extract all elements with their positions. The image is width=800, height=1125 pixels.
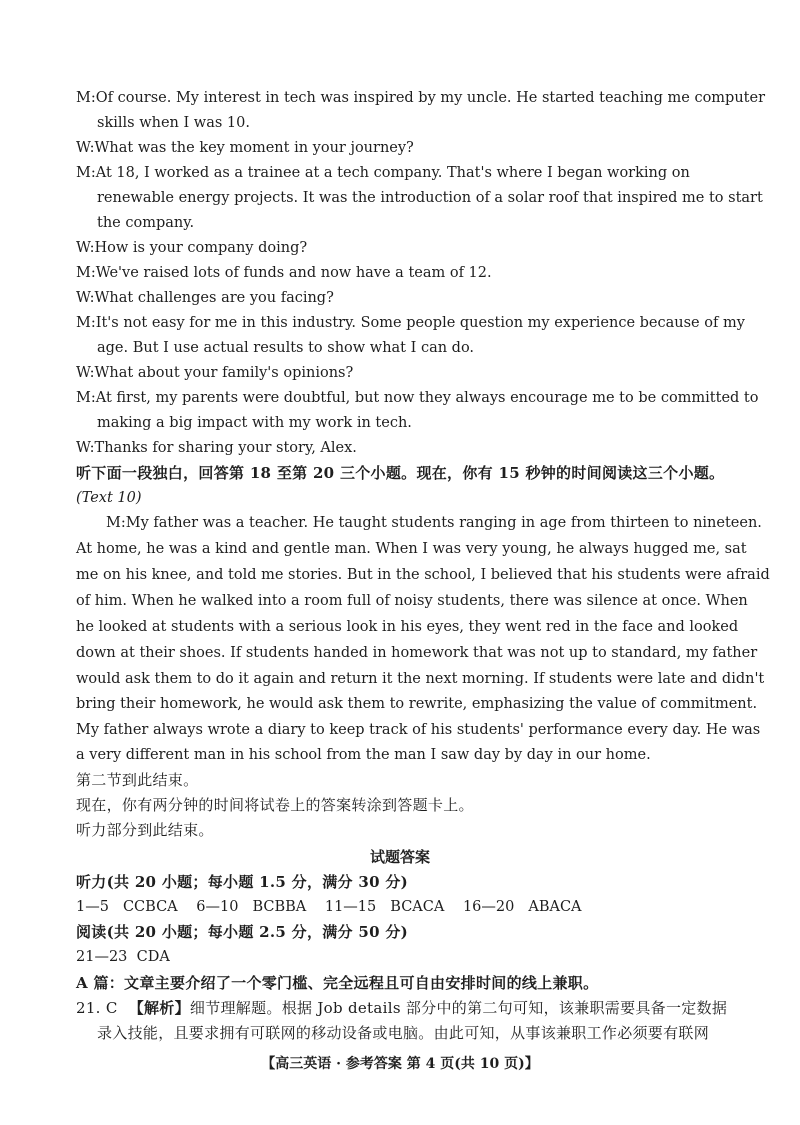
dialogue-line: M:At 18, I worked as a trainee at a tech company. That's where I began working on xyxy=(76,165,690,181)
question-21-explanation xyxy=(76,999,727,1017)
dialogue-line: W:What about your family's opinions? xyxy=(76,365,354,381)
monologue-line: he looked at students with a serious look in his eyes, they went red in the face and looked xyxy=(76,619,739,635)
answer-letters: BCACA xyxy=(390,899,445,915)
dialogue-line: W:Thanks for sharing your story, Alex. xyxy=(76,440,357,456)
answers-title: 试题答案 xyxy=(369,848,430,866)
answer-range: 1—5 xyxy=(76,899,109,915)
monologue-line: My father always wrote a diary to keep track of his students' performance every day. He was xyxy=(76,722,761,738)
dialogue-line: M:Of course. My interest in tech was inspired by my uncle. He started teaching me computer xyxy=(76,90,766,106)
dialogue-line: age. But I use actual results to show what I can do. xyxy=(97,340,475,356)
section-instruction: 听下面一段独白，回答第 18 至第 20 三个小题。现在，你有 15 秒钟的时间阅读这三个小题。 xyxy=(76,464,725,482)
monologue-line: me on his knee, and told me stories. But in the school, I believed that his students were afraid xyxy=(76,567,770,583)
passage-a-summary: A 篇：文章主要介绍了一个零门槛、完全远程且可自由安排时间的线上兼职。 xyxy=(76,974,599,992)
closing-line: 听力部分到此结束。 xyxy=(76,821,214,839)
dialogue-line: M:We've raised lots of funds and now have a team of 12. xyxy=(76,265,492,281)
monologue-line: a very different man in his school from the man I saw day by day in our home. xyxy=(76,747,651,763)
dialogue-line: W:How is your company doing? xyxy=(76,240,308,256)
closing-line: 第二节到此结束。 xyxy=(76,771,199,789)
answer-range: 11—15 xyxy=(324,899,377,915)
answer-range: 6—10 xyxy=(196,899,239,915)
monologue-line: At home, he was a kind and gentle man. When I was very young, he always hugged me, sat xyxy=(76,541,747,557)
reading-answers: 21—23 CDA xyxy=(76,949,170,965)
answer-letters: CCBCA xyxy=(122,899,178,915)
monologue-line: M:My father was a teacher. He taught students ranging in age from thirteen to nineteen. xyxy=(106,515,762,531)
answer-letters: ABACA xyxy=(528,899,582,915)
listening-answers xyxy=(76,898,596,916)
dialogue-line: M:At first, my parents were doubtful, but now they always encourage me to be committed to xyxy=(76,390,759,406)
dialogue-line: M:It's not easy for me in this industry. Some people question my experience because of my xyxy=(76,315,745,331)
dialogue-line: W:What was the key moment in your journey? xyxy=(76,140,414,156)
monologue-line: of him. When he walked into a room full of noisy students, there was silence at once. When xyxy=(76,593,748,609)
dialogue-line: skills when I was 10. xyxy=(97,115,250,131)
dialogue-line: W:What challenges are you facing? xyxy=(76,290,334,306)
closing-line: 现在，你有两分钟的时间将试卷上的答案转涂到答题卡上。 xyxy=(76,796,474,814)
page-footer: 【高三英语 · 参考答案 第 4 页(共 10 页)】 xyxy=(261,1056,539,1072)
dialogue-line: the company. xyxy=(97,215,195,231)
dialogue-line: making a big impact with my work in tech. xyxy=(97,415,412,431)
monologue-line: bring their homework, he would ask them to rewrite, emphasizing the value of commitment. xyxy=(76,696,758,712)
reading-header: 阅读(共 20 小题；每小题 2.5 分，满分 50 分) xyxy=(76,923,409,941)
answer-range: 16—20 xyxy=(462,899,515,915)
listening-header: 听力(共 20 小题；每小题 1.5 分，满分 30 分) xyxy=(76,873,409,891)
answer-letters: BCBBA xyxy=(252,899,307,915)
explanation-continuation: 录入技能，且要求拥有可联网的移动设备或电脑。由此可知，从事该兼职工作必须要有联网 xyxy=(97,1024,710,1042)
explanation-text: 细节理解题。根据 Job details 部分中的第二句可知，该兼职需要具备一定数据 xyxy=(189,999,728,1017)
question-number: 21. C xyxy=(76,999,118,1017)
text-label: (Text 10) xyxy=(76,490,142,506)
dialogue-line: renewable energy projects. It was the introduction of a solar roof that inspired me to start xyxy=(97,190,763,206)
monologue-line: would ask them to do it again and return it the next morning. If students were late and didn't xyxy=(76,671,765,687)
monologue-line: down at their shoes. If students handed in homework that was not up to standard, my father xyxy=(76,645,758,661)
analysis-tag: 【解析】 xyxy=(128,999,190,1017)
